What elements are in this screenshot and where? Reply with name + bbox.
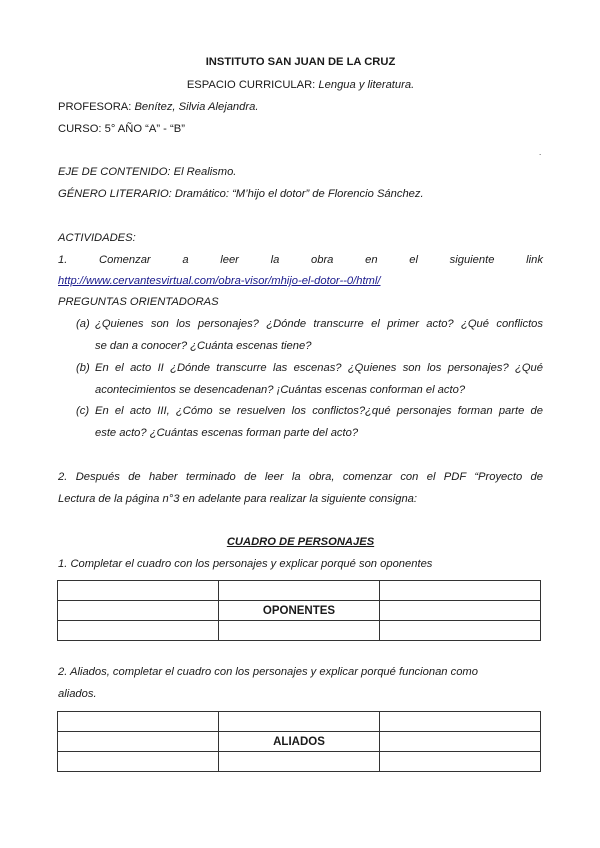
question-label: (a) <box>76 318 90 330</box>
curricular-label: ESPACIO CURRICULAR: <box>186 79 316 91</box>
literary-genre <box>58 188 543 200</box>
question-label: (c) <box>76 405 90 417</box>
question-line: este acto? ¿Cuántas escenas forman parte del acto? <box>95 427 359 439</box>
table-cell[interactable] <box>380 712 541 732</box>
course: CURSO: 5° AÑO “A” - “B” <box>58 123 185 135</box>
allies-instruction-line2: aliados. <box>58 688 97 700</box>
table-cell[interactable] <box>380 621 541 641</box>
table-cell[interactable] <box>380 752 541 772</box>
teacher-value: Benítez, Silvia Alejandra. <box>134 101 259 113</box>
table-cell[interactable] <box>219 752 380 772</box>
guide-title: PREGUNTAS ORIENTADORAS <box>58 296 219 308</box>
table-row <box>58 601 541 621</box>
teacher <box>58 101 543 113</box>
activity-2-line2: Lectura de la página n°3 en adelante para realizar la siguiente consigna: <box>58 493 417 505</box>
institution-title: INSTITUTO SAN JUAN DE LA CRUZ <box>205 56 396 68</box>
table-cell[interactable] <box>219 712 380 732</box>
table-cell[interactable] <box>58 712 219 732</box>
curricular-value: Lengua y literatura. <box>318 79 415 91</box>
table-cell[interactable] <box>58 601 219 621</box>
table-cell[interactable] <box>58 752 219 772</box>
axis-label: EJE DE CONTENIDO: <box>58 166 171 178</box>
allies-table <box>57 711 541 772</box>
question-line: se dan a conocer? ¿Cuánta escenas tiene? <box>95 340 312 352</box>
word: en <box>365 254 378 266</box>
table-cell[interactable] <box>380 732 541 752</box>
question-line: ¿Quienes son los personajes? ¿Dónde transcurre el primer acto? ¿Qué conflictos <box>95 318 543 330</box>
word: obra <box>311 254 334 266</box>
activity-1-text <box>58 254 543 266</box>
allies-instruction-line1: 2. Aliados, completar el cuadro con los personajes y explicar porqué funcionan como <box>58 666 478 678</box>
link-line <box>58 275 543 287</box>
table-cell[interactable] <box>380 601 541 621</box>
word: siguiente <box>449 254 495 266</box>
opponents-header: OPONENTES <box>219 601 380 621</box>
table-row <box>58 581 541 601</box>
word: a <box>182 254 189 266</box>
word: 1. <box>58 254 68 266</box>
table-cell[interactable] <box>219 621 380 641</box>
table-cell[interactable] <box>58 621 219 641</box>
table-row <box>58 712 541 732</box>
allies-header: ALIADOS <box>219 732 380 752</box>
table-cell[interactable] <box>58 732 219 752</box>
activity-2-line1: 2. Después de haber terminado de leer la obra, comenzar con el PDF “Proyecto de <box>58 471 543 483</box>
stray-mark: . <box>539 148 542 157</box>
word: leer <box>220 254 239 266</box>
question-line: En el acto III, ¿Cómo se resuelven los conflictos?¿qué personajes forman parte de <box>95 405 543 417</box>
table-row <box>58 732 541 752</box>
word: link <box>526 254 543 266</box>
opponents-table <box>57 580 541 641</box>
word: Comenzar <box>99 254 151 266</box>
question-line: acontecimientos se desencadenan? ¡Cuántas escenas conforman el acto? <box>95 384 466 396</box>
table-cell[interactable] <box>58 581 219 601</box>
word: la <box>270 254 280 266</box>
activities-title: ACTIVIDADES: <box>58 232 136 244</box>
question-line: En el acto II ¿Dónde transcurre las escenas? ¿Quienes son los personajes? ¿Qué <box>95 362 543 374</box>
table-row <box>58 752 541 772</box>
characters-title: CUADRO DE PERSONAJES <box>226 536 375 548</box>
genre-value: Dramático: “M’hijo el dotor” de Florencio Sánchez. <box>174 188 424 200</box>
table-cell[interactable] <box>219 581 380 601</box>
genre-label: GÉNERO LITERARIO: <box>58 188 172 200</box>
work-link[interactable]: http://www.cervantesvirtual.com/obra-visor/mhijo-el-dotor--0/html/ <box>58 275 381 287</box>
table-cell[interactable] <box>380 581 541 601</box>
content-axis <box>58 166 543 178</box>
word: el <box>409 254 418 266</box>
axis-value: El Realismo. <box>173 166 237 178</box>
table-row <box>58 621 541 641</box>
curricular-space <box>58 79 543 91</box>
opponents-instruction: 1. Completar el cuadro con los personajes y explicar porqué son oponentes <box>58 558 433 570</box>
question-label: (b) <box>76 362 90 374</box>
teacher-label: PROFESORA: <box>58 101 132 113</box>
